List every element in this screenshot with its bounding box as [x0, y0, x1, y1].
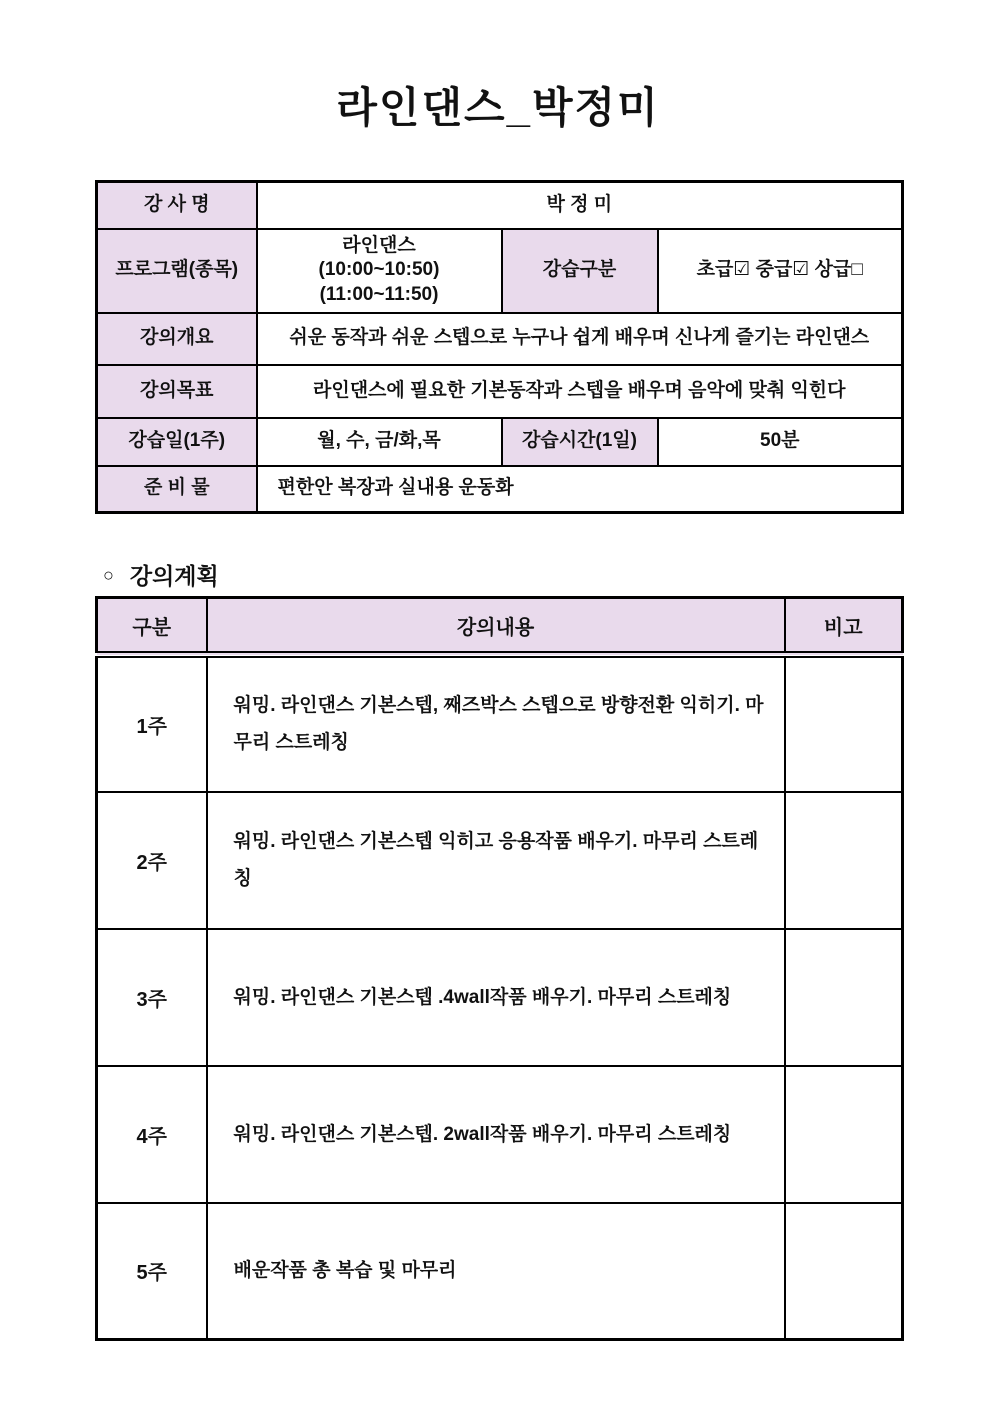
class-days-value: 월, 수, 금/화,목 — [257, 418, 502, 466]
content-cell: 워밍. 라인댄스 기본스텝 .4wall작품 배우기. 마무리 스트레칭 — [207, 929, 785, 1066]
goal-label: 강의목표 — [97, 365, 257, 418]
goal-value: 라인댄스에 필요한 기본동작과 스텝을 배우며 음악에 맞춰 익힌다 — [257, 365, 903, 418]
content-cell: 워밍. 라인댄스 기본스텝, 째즈박스 스텝으로 방향전환 익히기. 마무리 스트레칭 — [207, 655, 785, 792]
supplies-value: 편한안 복장과 실내용 운동화 — [257, 466, 903, 513]
class-duration-value: 50분 — [658, 418, 903, 466]
page-title: 라인댄스_박정미 — [336, 84, 660, 131]
plan-header-row — [97, 598, 903, 655]
program-time-1: (10:00~10:50) — [318, 259, 440, 281]
lecture-plan-table — [95, 596, 904, 1341]
instructor-value: 박 정 미 — [257, 182, 903, 229]
class-duration-label: 강습시간(1일) — [502, 418, 658, 466]
note-cell — [785, 1203, 903, 1340]
note-cell — [785, 655, 903, 792]
program-time-2: (11:00~11:50) — [319, 283, 439, 305]
table-row — [97, 229, 903, 313]
class-level-checkboxes: 초급☑ 중급☑ 상급□ — [658, 229, 903, 313]
plan-row-week3 — [97, 929, 903, 1066]
week-cell: 3주 — [97, 929, 207, 1066]
content-cell: 배운작품 총 복습 및 마무리 — [207, 1203, 785, 1340]
instructor-label: 강 사 명 — [97, 182, 257, 229]
plan-header-note: 비고 — [785, 598, 903, 655]
plan-row-week2 — [97, 792, 903, 929]
class-days-label: 강습일(1주) — [97, 418, 257, 466]
supplies-label: 준 비 물 — [97, 466, 257, 513]
program-name: 라인댄스 — [342, 234, 416, 256]
content-cell: 워밍. 라인댄스 기본스텝 익히고 응용작품 배우기. 마무리 스트레칭 — [207, 792, 785, 929]
week-cell: 2주 — [97, 792, 207, 929]
week-cell: 4주 — [97, 1066, 207, 1203]
class-level-label: 강습구분 — [502, 229, 658, 313]
program-label: 프로그램(종목) — [97, 229, 257, 313]
table-row — [97, 466, 903, 513]
table-row — [97, 418, 903, 466]
content-cell: 워밍. 라인댄스 기본스텝. 2wall작품 배우기. 마무리 스트레칭 — [207, 1066, 785, 1203]
course-info-table — [95, 180, 904, 514]
note-cell — [785, 792, 903, 929]
plan-section-title: 강의계획 — [129, 563, 219, 590]
plan-row-week1 — [97, 655, 903, 792]
overview-label: 강의개요 — [97, 313, 257, 365]
program-value — [257, 229, 502, 313]
week-cell: 5주 — [97, 1203, 207, 1340]
table-row — [97, 365, 903, 418]
overview-value: 쉬운 동작과 쉬운 스텝으로 누구나 쉽게 배우며 신나게 즐기는 라인댄스 — [257, 313, 903, 365]
note-cell — [785, 1066, 903, 1203]
plan-header-week: 구분 — [97, 598, 207, 655]
table-row — [97, 313, 903, 365]
circle-bullet-icon: ○ — [103, 565, 114, 586]
plan-section-heading — [95, 558, 901, 591]
note-cell — [785, 929, 903, 1066]
plan-row-week5 — [97, 1203, 903, 1340]
week-cell: 1주 — [97, 655, 207, 792]
table-row — [97, 182, 903, 229]
document-content — [95, 0, 901, 1341]
plan-header-content: 강의내용 — [207, 598, 785, 655]
plan-row-week4 — [97, 1066, 903, 1203]
